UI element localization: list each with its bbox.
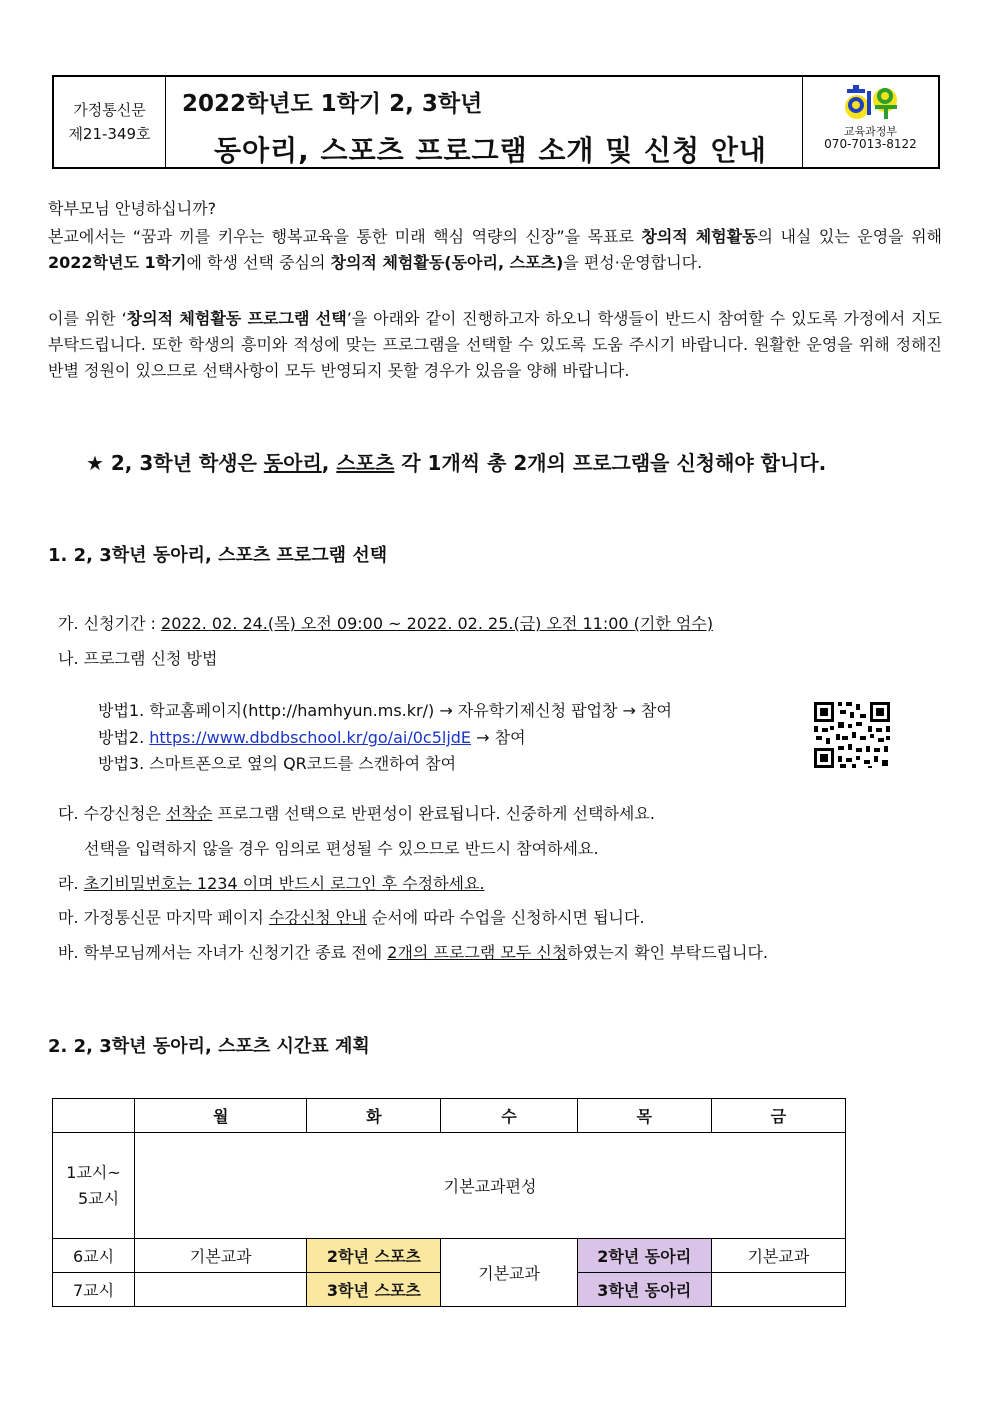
notice-id-cell	[54, 77, 166, 167]
notice-type: 가정통신문	[73, 101, 146, 119]
item-da: 다. 수강신청은 선착순 프로그램 선택으로 반편성이 완료됩니다. 신중하게 선택하세요.	[58, 804, 655, 823]
method-1: 방법1. 학교홈페이지(http://hamhyun.ms.kr/) → 자유학기제신청 팝업창 → 참여	[98, 701, 672, 720]
cell-p6-mon: 기본교과	[135, 1239, 307, 1273]
school-logo-icon	[839, 83, 903, 123]
day-header: 금	[711, 1099, 845, 1133]
period-label-6: 6교시	[53, 1239, 135, 1273]
apply-period: 가. 신청기간 : 2022. 02. 24.(목) 오전 09:00 ~ 2022. 02. 25.(금) 오전 11:00 (기한 엄수)	[58, 614, 714, 633]
cell-p7-tue: 3학년 스포츠	[307, 1273, 441, 1307]
cell-p7-thu: 3학년 동아리	[577, 1273, 711, 1307]
section-2-title: 2. 2, 3학년 동아리, 스포츠 시간표 계획	[48, 1036, 370, 1057]
item-ma: 마. 가정통신문 마지막 페이지 수강신청 안내 순서에 따라 수업을 신청하시면 됩니다.	[58, 908, 645, 927]
notice-number: 제21-349호	[68, 125, 151, 143]
cell-p6-tue: 2학년 스포츠	[307, 1239, 441, 1273]
day-header: 화	[307, 1099, 441, 1133]
table-row	[53, 1239, 846, 1273]
day-header: 월	[135, 1099, 307, 1133]
cell-p6-fri: 기본교과	[711, 1239, 845, 1273]
timetable-header-row	[53, 1099, 846, 1133]
page-title: 동아리, 스포츠 프로그램 소개 및 신청 안내	[214, 134, 767, 167]
day-header: 수	[441, 1099, 577, 1133]
qr-code-icon[interactable]	[812, 700, 892, 770]
dept-cell	[802, 77, 938, 167]
header-box	[52, 75, 940, 169]
department: 교육과정부	[843, 125, 898, 138]
method-3: 방법3. 스마트폰으로 옆의 QR코드를 스캔하여 참여	[98, 754, 457, 773]
section-1-title: 1. 2, 3학년 동아리, 스포츠 프로그램 선택	[48, 545, 388, 566]
cell-p7-mon	[135, 1273, 307, 1307]
apply-method-heading: 나. 프로그램 신청 방법	[58, 649, 218, 668]
greeting: 학부모님 안녕하십니까?	[48, 199, 217, 218]
period-label-7: 7교시	[53, 1273, 135, 1307]
apply-link[interactable]: https://www.dbdbschool.kr/go/ai/0c5ljdE	[149, 728, 472, 747]
table-row	[53, 1133, 846, 1239]
item-ba: 바. 학부모님께서는 자녀가 신청기간 종료 전에 2개의 프로그램 모두 신청하였는지 확인 부탁드립니다.	[58, 943, 769, 962]
method-2: 방법2. https://www.dbdbschool.kr/go/ai/0c5ljdE → 참여	[98, 728, 526, 747]
corner-cell	[53, 1099, 135, 1133]
period-label-1-5: 1교시~ 5교시	[53, 1133, 135, 1239]
item-da-2: 선택을 입력하지 않을 경우 임의로 편성될 수 있으므로 반드시 참여하세요.	[84, 839, 599, 858]
cell-p7-fri	[711, 1273, 845, 1307]
notice-line: ★ 2, 3학년 학생은 동아리, 스포츠 각 1개씩 총 2개의 프로그램을 신청해야 합니다.	[86, 451, 827, 475]
day-header: 목	[577, 1099, 711, 1133]
cell-p6-thu: 2학년 동아리	[577, 1239, 711, 1273]
title-line-1: 2022학년도 1학기 2, 3학년	[182, 91, 483, 117]
intro-paragraph-1: 본교에서는 “꿈과 끼를 키우는 행복교육을 통한 미래 핵심 역량의 신장”을 목표로 창의적 체험활동의 내실 있는 운영을 위해 2022학년도 1학기에 학생 선택 중심의 창의적 체험활동(동아리, 스포츠)을 편성·운영합니다.	[48, 227, 943, 272]
basic-curriculum-cell: 기본교과편성	[135, 1133, 846, 1239]
phone: 070-7013-8122	[824, 137, 917, 151]
intro-paragraph-2: 이를 위한 ‘창의적 체험활동 프로그램 선택’을 아래와 같이 진행하고자 하오니 학생들이 반드시 참여할 수 있도록 가정에서 지도 부탁드립니다. 또한 학생의 흥미와 적성에 맞는 프로그램을 선택할 수 있도록 도움 주시기 바랍니다. 원활한 운영을 위해 정해진 반별 정원이 있으므로 선택사항이 모두 반영되지 못할 경우가 있음을 양해 바랍니다.	[48, 309, 942, 380]
timetable	[52, 1098, 846, 1307]
cell-p67-wed: 기본교과	[441, 1239, 577, 1307]
item-ra: 라. 초기비밀번호는 1234 이며 반드시 로그인 후 수정하세요.	[58, 874, 485, 893]
